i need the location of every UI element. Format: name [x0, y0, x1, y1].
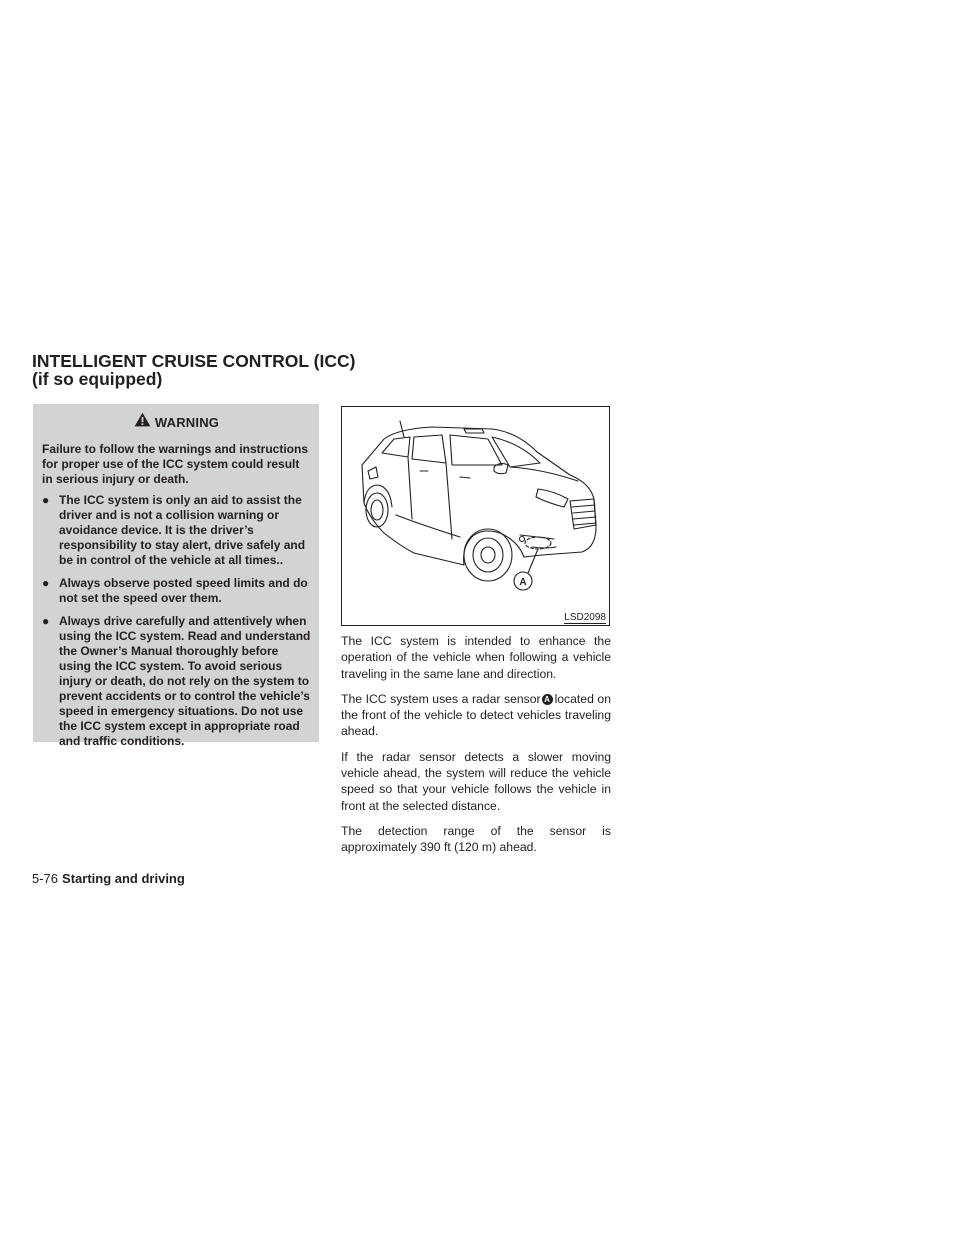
vehicle-figure — [341, 406, 610, 626]
warning-intro: Failure to follow the warnings and instructions for proper use of the ICC system could result in serious injury or death. — [42, 442, 309, 486]
paragraph: If the radar sensor detects a slower moving vehicle ahead, the system will reduce the vehicle speed so that your vehicle follows the vehicle in front at the selected distance. — [341, 749, 611, 813]
callout-a-icon: A — [542, 694, 553, 705]
page-footer — [32, 871, 185, 887]
bullet-icon: ● — [42, 493, 50, 507]
bullet-icon: ● — [42, 576, 50, 590]
warning-header — [42, 410, 311, 434]
chapter-title: Starting and driving — [62, 871, 185, 886]
warning-triangle-icon — [134, 412, 151, 432]
warning-title: WARNING — [154, 414, 220, 430]
warning-item — [42, 576, 311, 606]
body-text — [341, 633, 611, 865]
figure-code: LSD2098 — [564, 612, 606, 623]
paragraph: The ICC system uses a radar sensor A located on the front of the vehicle to detect vehicles traveling ahead. — [341, 691, 611, 739]
vehicle-illustration — [342, 407, 609, 625]
paragraph: The ICC system is intended to enhance the operation of the vehicle when following a vehicle traveling in the same lane and direction. — [341, 634, 611, 681]
warning-item — [42, 493, 311, 568]
section-title-line2: (if so equipped) — [32, 369, 163, 389]
warning-box — [33, 404, 319, 748]
figure-callout-a: A — [519, 577, 527, 588]
section-title-line1: INTELLIGENT CRUISE CONTROL (ICC) — [32, 351, 356, 371]
warning-item-text: Always drive carefully and attentively when using the ICC system. Read and understand the Owner’s Manual thoroughly before using the ICC system. To avoid serious injury or death, do not rely on the system to prevent accidents or to control the vehicle’s speed in emergency situations. Do not use the ICC system except in appropriate road and traffic conditions. — [59, 614, 311, 748]
warning-list — [42, 493, 311, 749]
warning-item — [42, 614, 311, 749]
warning-item-text: Always observe posted speed limits and do not set the speed over them. — [59, 576, 308, 605]
warning-item-text: The ICC system is only an aid to assist the driver and is not a collision warning or avoidance device. It is the driver’s responsibility to stay alert, drive safely and be in control of the vehicle at all times.. — [59, 493, 306, 567]
section-title — [32, 352, 452, 388]
paragraph: The detection range of the sensor is approximately 390 ft (120 m) ahead. — [341, 823, 611, 855]
page-number: 5-76 — [32, 871, 59, 886]
bullet-icon: ● — [42, 614, 50, 628]
